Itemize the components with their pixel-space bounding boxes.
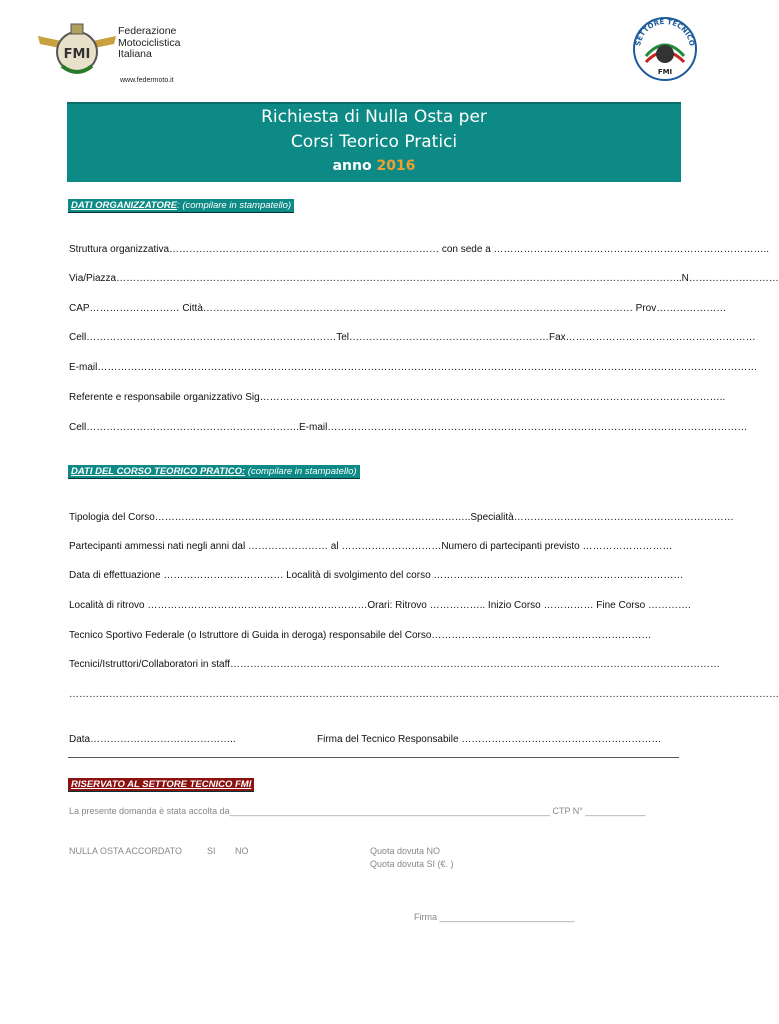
section-reserved-heading [68, 778, 254, 792]
settore-tecnico-emblem-icon [632, 16, 698, 82]
section-organizer-heading [68, 199, 294, 213]
field-partecipanti[interactable]: Partecipanti ammessi nati negli anni dal …………………… al …………………………Numero di partecipanti previsto ……………………… [69, 541, 673, 552]
nulla-osta-label: NULLA OSTA ACCORDATO [69, 846, 183, 856]
svg-text:FMI: FMI [63, 47, 91, 62]
field-referente-contatti[interactable]: Cell……………………………………………………….E-mail……………………………………………………………………………………………………………… [69, 422, 748, 433]
field-data-luogo[interactable]: Data di effettuazione ……………………………… Località di svolgimento del corso ………………………………………………………………… [69, 570, 684, 581]
section-reserved-title: RISERVATO AL SETTORE TECNICO FMI [71, 779, 252, 790]
fmi-emblem-icon [36, 18, 118, 82]
year-value: 2016 [376, 158, 416, 174]
section-organizer-title: DATI ORGANIZZATORE [71, 200, 178, 211]
field-contatti[interactable]: Cell…………………………………………………………………Tel……………………………………………………Fax………………………………………………… [69, 332, 756, 343]
field-cap-citta[interactable]: CAP……………………… Città………………………………………………………………………………………………………………… Prov………………… [69, 303, 727, 314]
field-data[interactable]: Data…………………………………….. [69, 734, 236, 745]
field-struttura[interactable]: Struttura organizzativa……………………………………………………………………… con sede a ……………………………………………………………………….. [69, 244, 770, 255]
fmi-url[interactable]: www.federmoto.it [120, 77, 174, 84]
field-referente[interactable]: Referente e responsabile organizzativo Sig………………………………………………………………………………………………………………………….. [69, 392, 726, 403]
field-ritrovo-orari[interactable]: Località di ritrovo …………………………………………………………Orari: Ritrovo …………….. Inizio Corso …………… Fine Corso …………. [69, 600, 691, 611]
quota-no[interactable]: Quota dovuta NO [370, 846, 441, 856]
fmi-name-line1: Federazione [118, 25, 177, 37]
divider [68, 757, 679, 758]
anno-label: anno [332, 158, 372, 174]
nulla-osta-no[interactable]: NO [235, 846, 249, 856]
fmi-name-line2: Motociclistica [118, 36, 181, 49]
field-staff-continuation[interactable]: …………………………………………………………………………………………………………………………………………………………………………………………… [69, 689, 779, 700]
quota-si[interactable]: Quota dovuta SI (€. ) [370, 859, 454, 869]
title-year-line [67, 158, 681, 174]
title-line2: Corsi Teorico Pratici [290, 132, 458, 152]
field-tipologia[interactable]: Tipologia del Corso…………………………………………………………………………………..Specialità………………………………………………………… [69, 512, 734, 523]
section-organizer-note: : (compilare in stampatello) [177, 200, 292, 211]
section-course-note: (compilare in stampatello) [245, 466, 357, 477]
reserved-accepted-line: La presente domanda è stata accolta da________________________________________________________________ CTP N° ____________ [69, 806, 646, 816]
firma-reserved[interactable]: Firma ___________________________ [414, 912, 575, 922]
field-via[interactable]: Via/Piazza……………………………………………………………………………………………………………………………………………………..N……………………… [69, 273, 779, 284]
field-email[interactable]: E-mail……………………………………………………………………………………………………………………………………………………………………………… [69, 362, 758, 373]
fmi-name-line3: Italiana [118, 48, 152, 60]
field-staff[interactable]: Tecnici/Istruttori/Collaboratori in staff………………………………………………………………………………………………………………………………… [69, 659, 720, 670]
field-firma-tecnico[interactable]: Firma del Tecnico Responsabile …………………………………………………… [317, 734, 662, 745]
nulla-osta-si[interactable]: SI [207, 846, 216, 856]
svg-text:FMI: FMI [657, 68, 673, 76]
field-tecnico-responsabile[interactable]: Tecnico Sportivo Federale (o Istruttore di Guida in deroga) responsabile del Corso………………………………………………………… [69, 630, 652, 641]
settore-tecnico-logo [632, 16, 698, 82]
title-line1: Richiesta di Nulla Osta per [261, 107, 487, 127]
svg-text:SETTORE TECNICO: SETTORE TECNICO [634, 17, 696, 47]
section-course-title: DATI DEL CORSO TEORICO PRATICO: [71, 466, 246, 477]
fmi-name [118, 26, 180, 61]
section-course-heading [68, 465, 360, 479]
